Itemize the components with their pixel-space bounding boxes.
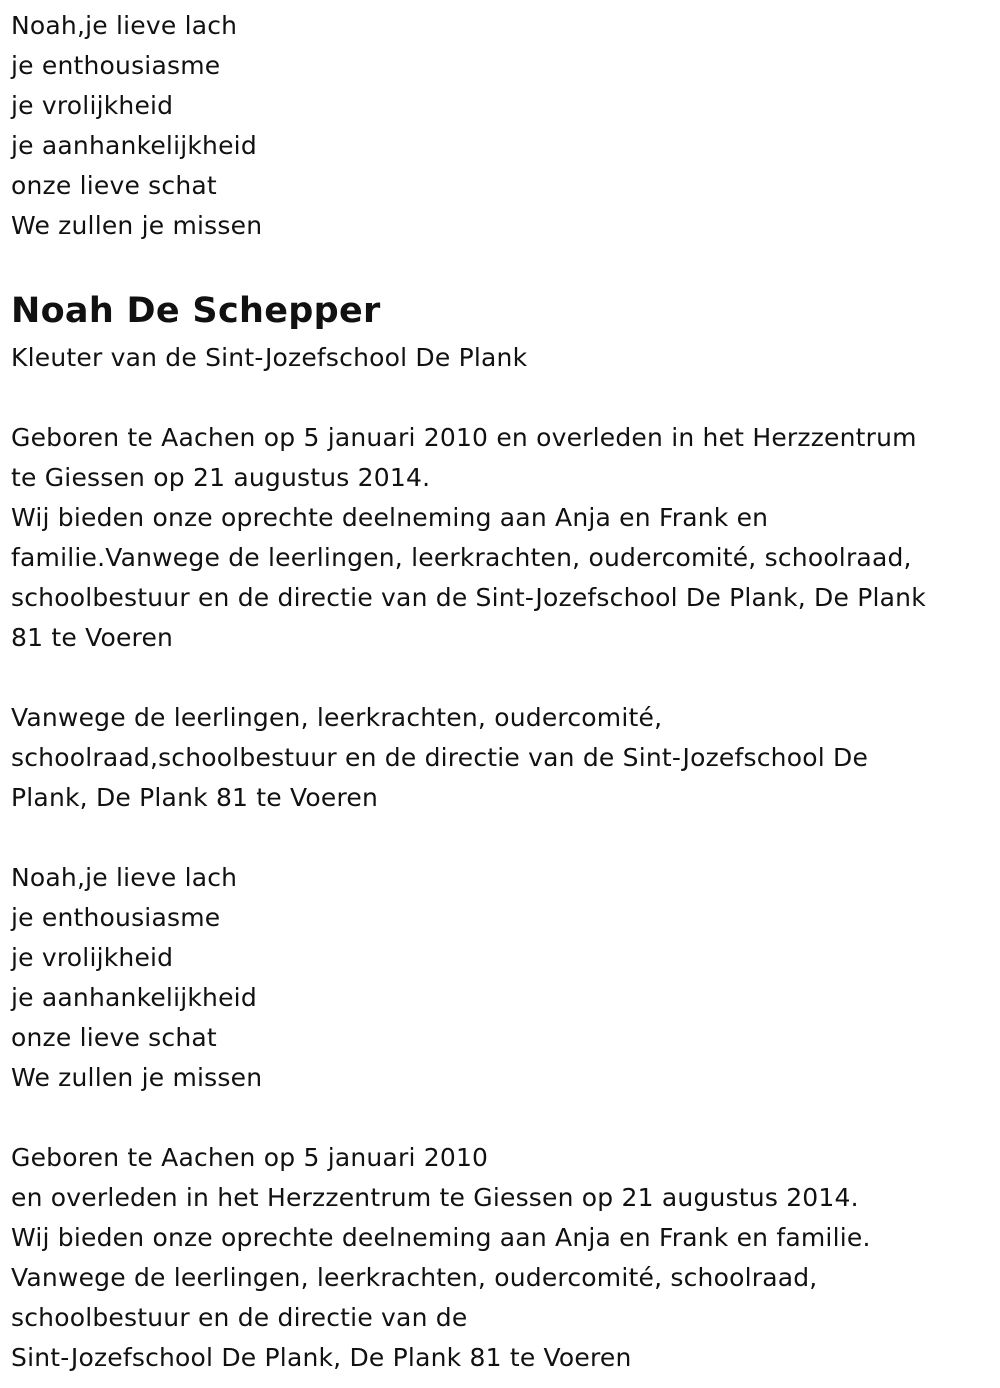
paragraph-line: Plank, De Plank 81 te Voeren (11, 783, 379, 812)
paragraph-line: schoolbestuur en de directie van de Sint-Jozefschool De Plank, De Plank (11, 583, 926, 612)
poem-line: onze lieve schat (11, 171, 217, 200)
poem-line: je vrolijkheid (11, 91, 174, 120)
poem-line: je vrolijkheid (11, 943, 174, 972)
paragraph-line: schoolraad,schoolbestuur en de directie van de Sint-Jozefschool De (11, 743, 869, 772)
paragraph-line: Vanwege de leerlingen, leerkrachten, oudercomité, (11, 703, 663, 732)
paragraph-line: schoolbestuur en de directie van de (11, 1303, 468, 1332)
poem-line: je aanhankelijkheid (11, 983, 257, 1012)
paragraph-line: Wij bieden onze oprechte deelneming aan Anja en Frank en (11, 503, 769, 532)
poem-line: je enthousiasme (11, 903, 221, 932)
paragraph-line: en overleden in het Herzzentrum te Giessen op 21 augustus 2014. (11, 1183, 859, 1212)
paragraph-line: familie.Vanwege de leerlingen, leerkrachten, oudercomité, schoolraad, (11, 543, 912, 572)
paragraph-line: Vanwege de leerlingen, leerkrachten, oudercomité, schoolraad, (11, 1263, 818, 1292)
poem-line: We zullen je missen (11, 1063, 263, 1092)
poem-line: je aanhankelijkheid (11, 131, 257, 160)
paragraph-line: Wij bieden onze oprechte deelneming aan Anja en Frank en familie. (11, 1223, 871, 1252)
paragraph-line: te Giessen op 21 augustus 2014. (11, 463, 431, 492)
paragraph-senders (11, 698, 986, 818)
poem-line: We zullen je missen (11, 211, 263, 240)
paragraph-line: Geboren te Aachen op 5 januari 2010 en overleden in het Herzzentrum (11, 423, 917, 452)
spacer (11, 1098, 986, 1138)
subtitle: Kleuter van de Sint-Jozefschool De Plank (11, 343, 528, 372)
deceased-name: Noah De Schepper (11, 291, 381, 331)
poem-line: Noah,je lieve lach (11, 11, 238, 40)
poem-line: Noah,je lieve lach (11, 863, 238, 892)
poem-line: onze lieve schat (11, 1023, 217, 1052)
poem-line: je enthousiasme (11, 51, 221, 80)
spacer (11, 818, 986, 858)
poem-bottom (11, 858, 986, 1098)
paragraph-line: Sint-Jozefschool De Plank, De Plank 81 te Voeren (11, 1343, 632, 1372)
paragraph-closing (11, 1138, 986, 1378)
paragraph-birth-death (11, 418, 986, 658)
paragraph-line: Geboren te Aachen op 5 januari 2010 (11, 1143, 489, 1172)
paragraph-line: 81 te Voeren (11, 623, 174, 652)
poem-top (11, 0, 986, 246)
obituary-document (11, 0, 986, 1378)
spacer (11, 658, 986, 698)
spacer (11, 378, 986, 418)
